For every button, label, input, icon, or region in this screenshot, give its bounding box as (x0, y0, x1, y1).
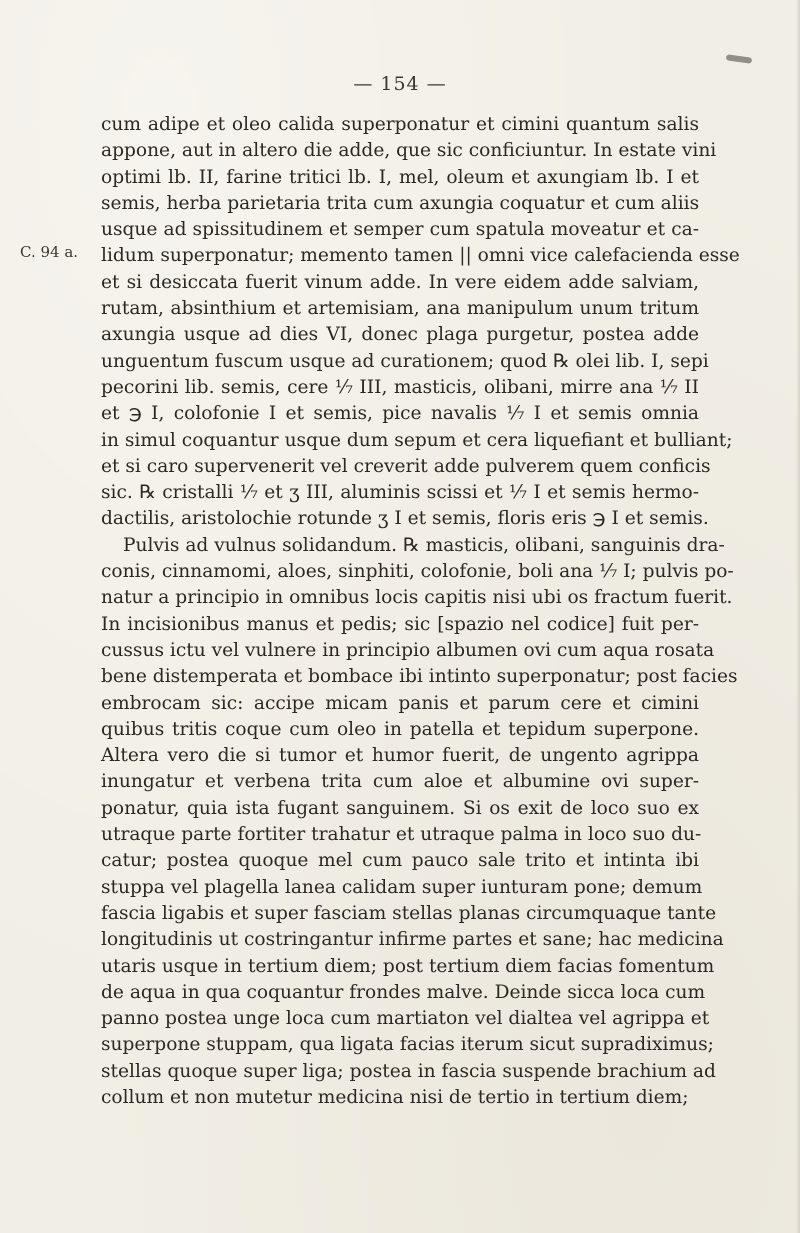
text-line: quibus tritis coque cum oleo in patella et tepidum superpone. (101, 718, 699, 740)
text-line: catur; postea quoque mel cum pauco sale trito et intinta ibi (101, 850, 699, 872)
text-line: dactilis, aristolochie rotunde ʒ I et semis, floris eris ℈ I et semis. (101, 508, 709, 530)
text-line: cum adipe et oleo calida superponatur et cimini quantum salis (101, 114, 699, 135)
text-line: longitudinis ut costringantur infirme partes et sane; hac medicina (101, 929, 724, 951)
text-line: stellas quoque super liga; postea in fascia suspende brachium ad (101, 1060, 716, 1082)
text-line: axungia usque ad dies VI, donec plaga purgetur, postea adde (101, 324, 699, 346)
text-line: stuppa vel plagella lanea calidam super iunturam pone; demum (101, 876, 703, 898)
text-line: in simul coquantur usque dum sepum et cera liquefiant et bulliant; (101, 429, 733, 451)
text-line: appone, aut in altero die adde, que sic conficiuntur. In estate vini (101, 140, 717, 162)
text-line: natur a principio in omnibus locis capitis nisi ubi os fractum fuerit. (101, 587, 733, 609)
text-line: rutam, absinthium et artemisiam, ana manipulum unum tritum (101, 298, 699, 320)
text-line: panno postea unge loca cum martiaton vel dialtea vel agrippa et (101, 1008, 710, 1030)
text-line: sic. ℞ cristalli ⅟₇ et ʒ III, aluminis scissi et ⅟₇ I et semis hermo- (101, 482, 699, 504)
text-line: Pulvis ad vulnus solidandum. ℞ masticis, olibani, sanguinis dra- (123, 534, 725, 556)
body-text (101, 112, 740, 1111)
text-line: In incisionibus manus et pedis; sic [spazio nel codice] fuit per- (101, 613, 699, 635)
margin-reference: C. 94 a. (20, 243, 79, 261)
text-line: inungatur et verbena trita cum aloe et albumine ovi super- (101, 771, 699, 793)
page-edge (796, 0, 800, 1233)
page-number: — 154 — (353, 73, 447, 95)
text-line: Altera vero die si tumor et humor fuerit, de ungento agrippa (101, 745, 699, 767)
ink-smudge (726, 54, 753, 64)
text-line: fascia ligabis et super fasciam stellas planas circumquaque tante (101, 902, 717, 924)
text-line: unguentum fuscum usque ad curationem; quod ℞ olei lib. I, sepi (101, 350, 709, 372)
text-line: et si desiccata fuerit vinum adde. In vere eidem adde salviam, (101, 271, 699, 293)
text-line: embrocam sic: accipe micam panis et parum cere et cimini (101, 692, 699, 714)
text-line: semis, herba parietaria trita cum axungia coquatur et cum aliis (101, 192, 700, 214)
text-line: de aqua in qua coquantur frondes malve. Deinde sicca loca cum (101, 981, 706, 1003)
text-line: cussus ictu vel vulnere in principio albumen ovi cum aqua rosata (101, 639, 715, 661)
text-line: utaris usque in tertium diem; post tertium diem facias fomentum (101, 955, 715, 977)
text-line: et ℈ I, colofonie I et semis, pice navalis ⅟₇ I et semis omnia (101, 403, 699, 425)
text-line: usque ad spissitudinem et semper cum spatula moveatur et ca- (101, 219, 699, 241)
text-line: collum et non mutetur medicina nisi de tertio in tertium diem; (101, 1086, 689, 1108)
text-line: ponatur, quia ista fugant sanguinem. Si os exit de loco suo ex (101, 797, 699, 819)
text-line: optimi lb. II, farine tritici lb. I, mel, oleum et axungiam lb. I et (101, 166, 699, 188)
text-line: lidum superponatur; memento tamen || omni vice calefacienda esse (101, 245, 740, 267)
text-line: pecorini lib. semis, cere ⅟₇ III, masticis, olibani, mirre ana ⅟₇ II (101, 376, 699, 398)
text-line: superpone stuppam, qua ligata facias iterum sicut supradiximus; (101, 1034, 714, 1056)
text-line: et si caro supervenerit vel creverit adde pulverem quem conficis (101, 455, 711, 477)
text-line: conis, cinnamomi, aloes, sinphiti, colofonie, boli ana ⅟₇ I; pulvis po- (101, 561, 734, 583)
text-line: bene distemperata et bombace ibi intinto superponatur; post facies (101, 666, 738, 688)
text-line: utraque parte fortiter trahatur et utraque palma in loco suo du- (101, 824, 702, 846)
